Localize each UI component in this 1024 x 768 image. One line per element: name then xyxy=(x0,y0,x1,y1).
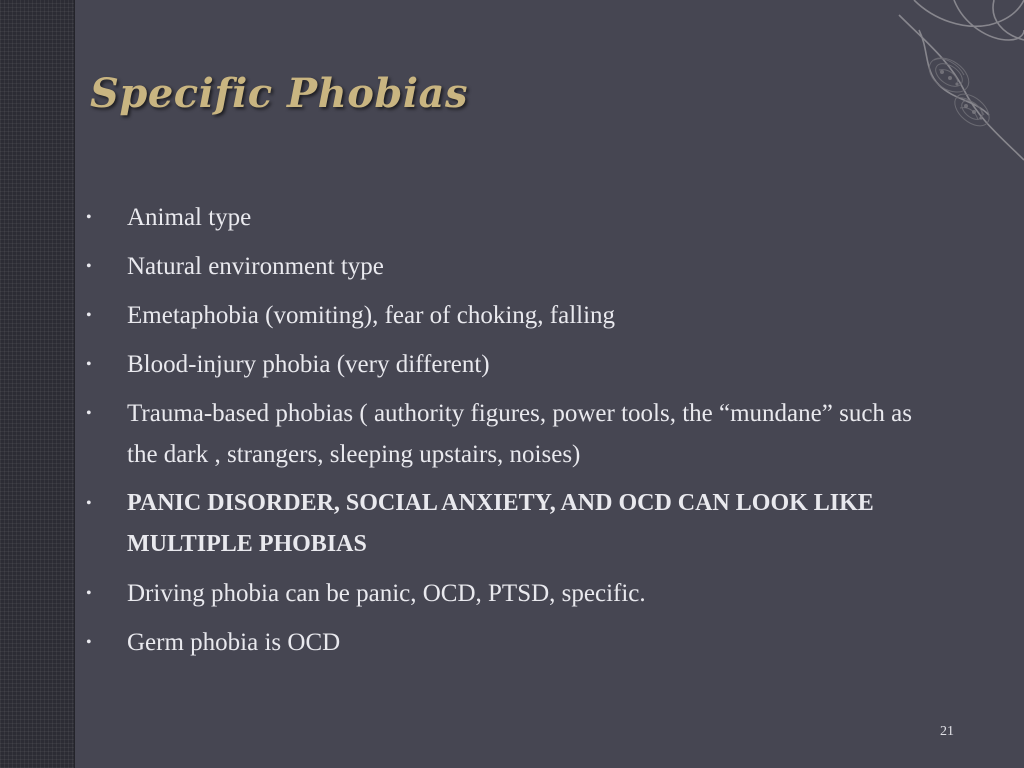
bullet-list xyxy=(86,197,926,671)
bullet-item-emetaphobia xyxy=(86,295,926,336)
bullet-icon: • xyxy=(86,209,92,226)
bullet-icon: • xyxy=(86,405,92,422)
bullet-item-germ-phobia xyxy=(86,622,926,663)
page-number: 21 xyxy=(940,724,954,739)
bullet-text: PANIC DISORDER, SOCIAL ANXIETY, AND OCD CAN LOOK LIKE MULTIPLE PHOBIAS xyxy=(127,490,874,557)
bullet-text: Natural environment type xyxy=(127,253,384,280)
bullet-item-animal-type xyxy=(86,197,926,238)
filigree-ornament-icon xyxy=(894,0,1024,170)
bullet-icon: • xyxy=(86,356,92,373)
bullet-icon: • xyxy=(86,258,92,275)
bullet-text: Germ phobia is OCD xyxy=(127,629,341,656)
bullet-icon: • xyxy=(86,634,92,651)
bullet-item-panic-social-ocd xyxy=(86,483,926,565)
bullet-text: Emetaphobia (vomiting), fear of choking, falling xyxy=(127,302,616,329)
bullet-icon: • xyxy=(86,585,92,602)
bullet-item-natural-environment xyxy=(86,246,926,287)
bullet-text: Driving phobia can be panic, OCD, PTSD, specific. xyxy=(127,580,646,607)
slide-title: Specific Phobias xyxy=(90,70,468,117)
bullet-item-trauma-based xyxy=(86,393,926,475)
decorative-side-strip xyxy=(0,0,75,768)
bullet-item-driving-phobia xyxy=(86,573,926,614)
bullet-item-blood-injury xyxy=(86,344,926,385)
bullet-icon: • xyxy=(86,495,92,512)
bullet-icon: • xyxy=(86,307,92,324)
bullet-text: Blood-injury phobia (very different) xyxy=(127,351,490,378)
bullet-text: Trauma-based phobias ( authority figures, power tools, the “mundane” such as the dark , strangers, sleeping upstairs, noises) xyxy=(127,400,912,468)
bullet-text: Animal type xyxy=(127,204,252,231)
